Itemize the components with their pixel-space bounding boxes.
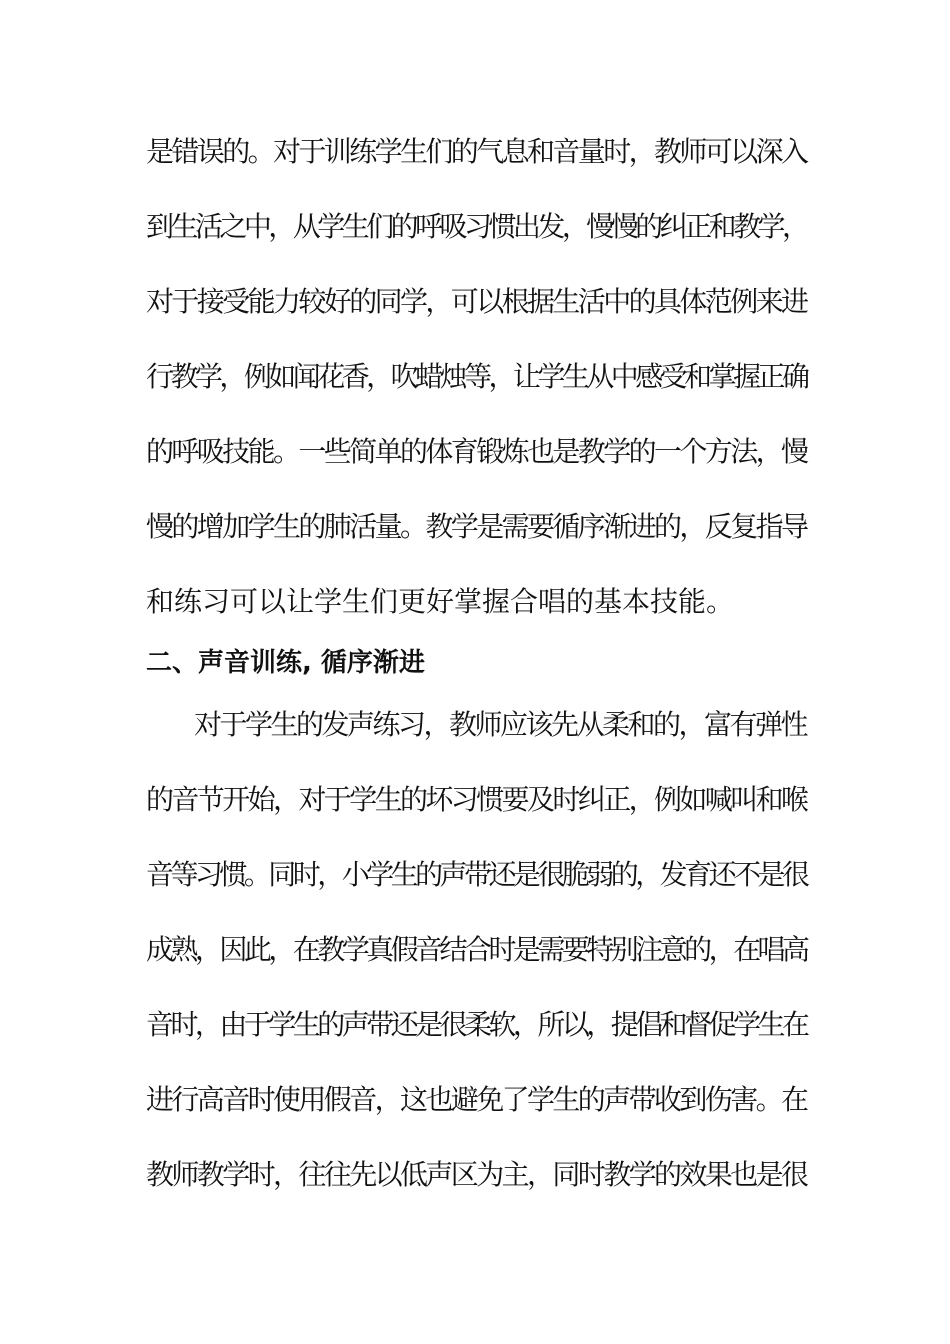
paragraph-2-line-3: 音等习惯。同时，小学生的声带还是很脆弱的，发育还不是很 [146,858,806,891]
paragraph-1-line-6: 慢的增加学生的肺活量。教学是需要循序渐进的，反复指导 [146,510,806,543]
paragraph-1-line-1: 是错误的。对于训练学生们的气息和音量时，教师可以深入 [146,135,806,168]
paragraph-1-line-3: 对于接受能力较好的同学，可以根据生活中的具体范例来进 [146,285,806,318]
paragraph-2-line-6: 进行高音时使用假音，这也避免了学生的声带收到伤害。在 [146,1083,806,1116]
paragraph-1-line-4: 行教学，例如闻花香，吹蜡烛等，让学生从中感受和掌握正确 [146,360,806,393]
paragraph-2-line-5: 音时，由于学生的声带还是很柔软，所以，提倡和督促学生在 [146,1008,806,1041]
paragraph-2-line-2: 的音节开始，对于学生的坏习惯要及时纠正，例如喊叫和喉 [146,783,806,816]
paragraph-2-line-7: 教师教学时，往往先以低声区为主，同时教学的效果也是很 [146,1158,806,1191]
paragraph-1-line-2: 到生活之中，从学生们的呼吸习惯出发，慢慢的纠正和教学， [146,210,806,243]
paragraph-1-line-7: 和练习可以让学生们更好掌握合唱的基本技能。 [146,585,735,618]
paragraph-2-line-1: 对于学生的发声练习，教师应该先从柔和的，富有弹性 [194,708,807,741]
paragraph-1-line-5: 的呼吸技能。一些简单的体育锻炼也是教学的一个方法，慢 [146,435,806,468]
section-heading: 二、声音训练, 循序渐进 [146,648,425,678]
paragraph-2-line-4: 成熟，因此，在教学真假音结合时是需要特别注意的，在唱高 [146,933,806,966]
